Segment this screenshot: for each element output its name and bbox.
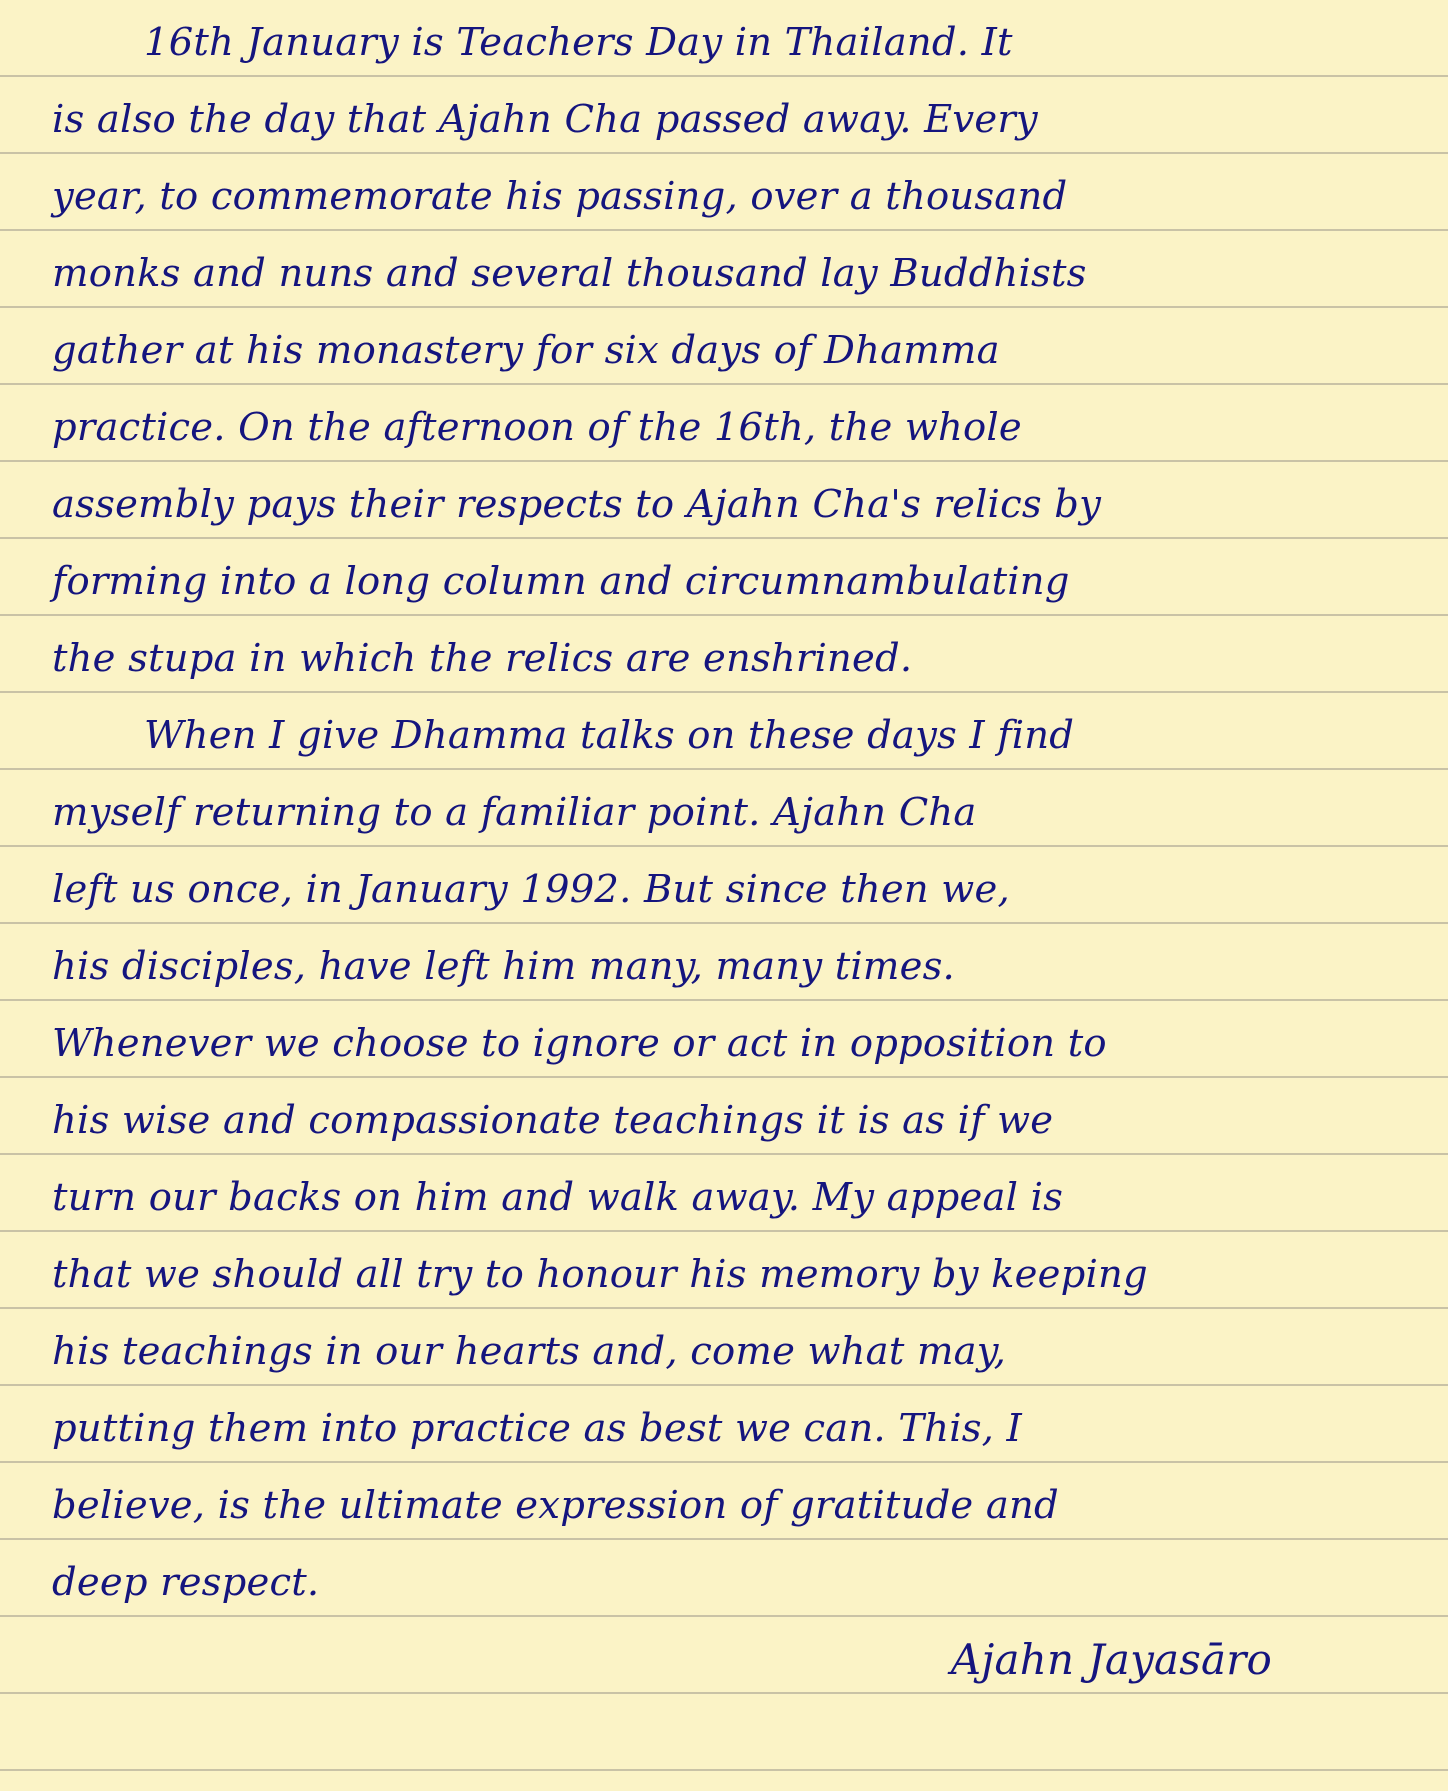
letter-line: year, to commemorate his passing, over a thousand: [52, 174, 1068, 219]
letter-line: his wise and compassionate teachings it is as if we: [52, 1098, 1054, 1143]
letter-line: that we should all try to honour his memory by keeping: [52, 1252, 1148, 1297]
letter-line: turn our backs on him and walk away. My appeal is: [52, 1175, 1064, 1220]
letter-line: forming into a long column and circumnambulating: [52, 559, 1070, 604]
letter-line: myself returning to a familiar point. Ajahn Cha: [52, 790, 977, 835]
letter-line: monks and nuns and several thousand lay Buddhists: [52, 251, 1087, 296]
letter-line: believe, is the ultimate expression of gratitude and: [52, 1483, 1059, 1528]
letter-line: Whenever we choose to ignore or act in opposition to: [52, 1021, 1107, 1066]
letter-line: the stupa in which the relics are enshrined.: [52, 636, 913, 681]
letter-line: is also the day that Ajahn Cha passed away. Every: [52, 97, 1038, 142]
signature-row: [52, 1621, 1422, 1698]
letter-line: deep respect.: [52, 1560, 320, 1605]
letter-line: his teachings in our hearts and, come what may,: [52, 1329, 1007, 1374]
letter-line: When I give Dhamma talks on these days I find: [144, 713, 1075, 758]
letter-line: assembly pays their respects to Ajahn Cha's relics by: [52, 482, 1102, 527]
letter-line: left us once, in January 1992. But since then we,: [52, 867, 1010, 912]
signature: Ajahn Jayasāro: [950, 1635, 1272, 1684]
handwritten-letter: [52, 4, 1422, 1698]
letter-line: his disciples, have left him many, many times.: [52, 944, 955, 989]
letter-line: 16th January is Teachers Day in Thailand. It: [144, 20, 1013, 65]
letter-line: gather at his monastery for six days of Dhamma: [52, 328, 1000, 373]
letter-line: practice. On the afternoon of the 16th, the whole: [52, 405, 1022, 450]
letter-line: putting them into practice as best we can. This, I: [52, 1406, 1022, 1451]
